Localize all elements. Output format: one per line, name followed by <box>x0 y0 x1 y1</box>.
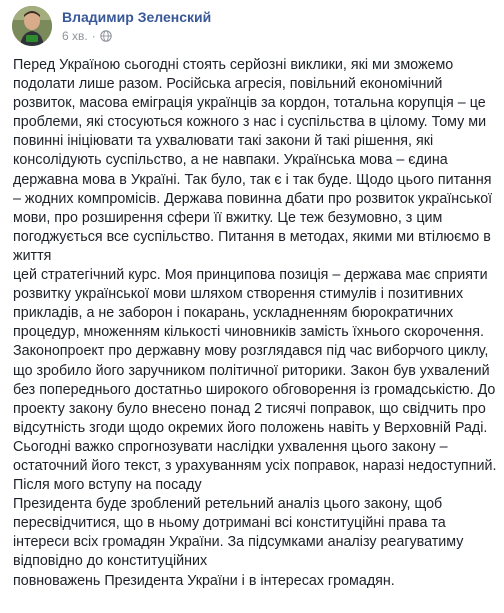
post-meta <box>62 28 112 44</box>
author-name[interactable]: Владимир Зеленский <box>62 9 212 25</box>
post-body <box>13 56 497 591</box>
author-avatar[interactable] <box>12 6 52 46</box>
post-paragraph: повноважень Президента України і в інтересах громадян. <box>13 572 395 589</box>
meta-separator: · <box>91 29 96 43</box>
post-header <box>12 6 492 46</box>
globe-icon[interactable] <box>100 30 112 42</box>
post-paragraph: Перед Україною сьогодні стоять серйозні виклики, які ми зможемо подолати лише разом. Російська агресія, повільний економічний розвиток, масова еміграція українців за кордон, тотальна корупція – це проблеми, які стосуються кожного з нас і суспільства в цілому. Тому ми повинні ініціювати та ухвалювати такі закони й такі рішення, які консолідують суспільство, а не навпаки. Українська мова – єдина державна мова в Україні. Так було, так є і так буде. Щодо цього питання – жодних компромісів. Держава повинна дбати про розвиток української мови, про розширення сфери її вжитку. Це теж безумовно, з цим погоджується все суспільство. Питання в методах, якими ми втілюємо в життя <box>13 57 493 264</box>
post-paragraph: цей стратегічний курс. Моя принципова позиція – держава має сприяти розвитку української мови шляхом створення стимулів і позитивних прикладів, а не заборон і покарань, ускладненням бюрократичних процедур, множенням кількості чиновників замість їхнього скорочення. Законопроект про державну мову розглядався під час виборчого циклу, що зробило його заручником політичної риторики. Закон був ухвалений без попереднього достатньо широкого обговорення із громадськістю. До проекту закону було внесено понад 2 тисячі поправок, що свідчить про відсутність згоди щодо окремих його положень навіть у Верховній Раді. Сьогодні важко спрогнозувати наслідки ухвалення цього закону – остаточний його текст, з урахуванням усіх поправок, наразі недоступний. Після мого вступу на посаду <box>13 267 497 494</box>
post-paragraph: Президента буде зроблений ретельний аналіз цього закону, щоб пересвідчитися, що в ньому дотримані всі конституційні права та інтереси всіх громадян України. За підсумками аналізу реагуватиму відповідно до конституційних <box>13 496 464 570</box>
post-timestamp[interactable]: 6 хв. <box>62 29 88 43</box>
